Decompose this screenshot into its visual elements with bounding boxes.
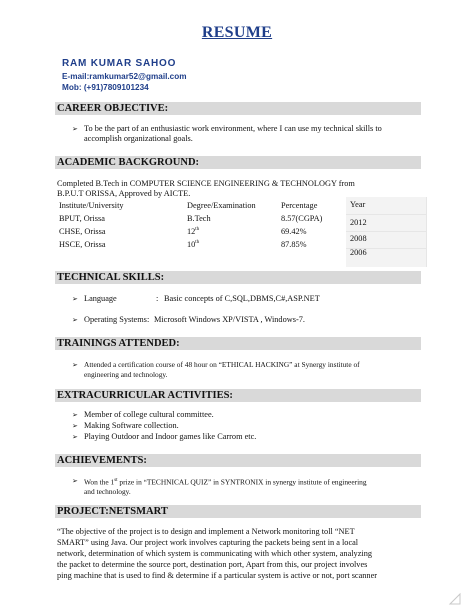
career-objective-line1: To be the part of an enthusiastic work environment, where I can use my technical skills to: [84, 124, 382, 133]
arrow-bullet-icon: ➢: [72, 433, 78, 441]
project-line: network, determination of which system is communicating with which other system, analyzing: [57, 549, 372, 558]
project-heading: PROJECT:NETSMART: [55, 505, 421, 518]
arrow-bullet-icon: ➢: [72, 422, 78, 430]
degree-suffix: th: [195, 240, 200, 246]
year-cell: 2008: [350, 234, 367, 243]
institute-cell: HSCE, Orissa: [59, 240, 106, 249]
arrow-bullet-icon: ➢: [72, 361, 78, 369]
skill-value: Microsoft Windows XP/VISTA , Windows-7.: [154, 315, 305, 324]
extracurricular-text: Making Software collection.: [84, 421, 179, 430]
project-line: SMART” using Java. Our project work involves capturing the packets being sent in a local: [57, 538, 359, 547]
mobile-line: Mob: (+91)7809101234: [62, 83, 149, 92]
achievement-item: [72, 476, 367, 497]
institute-cell: BPUT, Orissa: [59, 214, 105, 223]
col-degree-header: Degree/Examination: [187, 201, 256, 210]
training-item: [72, 360, 360, 380]
col-institute-header: Institute/University: [59, 201, 124, 210]
academic-intro: [57, 179, 355, 199]
degree-number: 10: [187, 240, 196, 249]
achievement-text: Won the 1: [84, 477, 115, 487]
academic-heading: ACADEMIC BACKGROUND:: [55, 156, 421, 169]
achievement-text: prize in “TECHNICAL QUIZ” in SYNTRONIX in synergy institute of engineering: [117, 477, 367, 487]
percentage-cell: 69.42%: [281, 227, 307, 236]
project-line: “The objective of the project is to design and implement a Network monitoring toll “NET: [57, 527, 355, 536]
table-grid-line: [426, 197, 427, 267]
email-line: E-mail:ramkumar52@gmail.com: [62, 72, 187, 81]
academic-table: [57, 199, 349, 251]
training-line2: engineering and technology.: [84, 370, 168, 379]
achievements-heading: ACHIEVEMENTS:: [55, 454, 421, 467]
table-row: [57, 212, 349, 225]
degree-cell: [185, 225, 279, 238]
skill-separator: :: [147, 315, 150, 324]
table-row: [57, 238, 349, 251]
skill-value: Basic concepts of C,SQL,DBMS,C#,ASP.NET: [164, 294, 320, 303]
col-year-header: Year: [350, 200, 366, 209]
arrow-bullet-icon: ➢: [72, 125, 78, 133]
year-cell: 2006: [350, 248, 367, 257]
achievement-line1: [72, 476, 367, 487]
achievement-suffix: st: [114, 478, 118, 483]
academic-intro-line2: B.P.U.T ORISSA, Approved by AICTE.: [57, 189, 191, 198]
extracurricular-item: [72, 410, 214, 420]
candidate-name: RAM KUMAR SAHOO: [62, 58, 177, 69]
arrow-bullet-icon: ➢: [72, 477, 78, 485]
percentage-cell: 8.57(CGPA): [281, 214, 323, 223]
skill-item-os: [72, 315, 412, 325]
training-line1: Attended a certification course of 48 hour on “ETHICAL HACKING” at Synergy institute of: [84, 360, 360, 369]
extracurricular-heading: EXTRACURRICULAR ACTIVITIES:: [55, 389, 421, 402]
skill-label: Language: [84, 294, 117, 303]
skill-separator: :: [156, 294, 159, 303]
institute-cell: CHSE, Orissa: [59, 227, 106, 236]
degree-cell: B.Tech: [187, 214, 211, 223]
table-grid-line: [346, 231, 426, 232]
table-header-row: [57, 199, 349, 212]
project-description: [57, 526, 427, 581]
career-objective-item: [72, 124, 382, 144]
col-percentage-header: Percentage: [281, 201, 318, 210]
table-row: [57, 225, 349, 238]
project-line: ping machine that is used to find & determine if a particular system is active or not, port scanner: [57, 571, 378, 580]
extracurricular-text: Playing Outdoor and Indoor games like Carrom etc.: [84, 432, 257, 441]
percentage-cell: 87.85%: [281, 240, 307, 249]
career-objective-line2: accomplish organizational goals.: [84, 134, 193, 143]
degree-cell: [185, 238, 279, 251]
degree-suffix: th: [195, 227, 200, 233]
degree-number: 12: [187, 227, 196, 236]
career-objective-heading: CAREER OBJECTIVE:: [55, 102, 421, 115]
resume-title: RESUME: [201, 24, 273, 41]
year-cell: 2012: [350, 218, 367, 227]
academic-intro-line1: Completed B.Tech in COMPUTER SCIENCE ENGINEERING & TECHNOLOGY from: [57, 179, 355, 188]
extracurricular-item: [72, 421, 179, 431]
arrow-bullet-icon: ➢: [72, 295, 78, 303]
extracurricular-text: Member of college cultural committee.: [84, 410, 214, 419]
page-curl-icon: [448, 592, 462, 606]
technical-skills-heading: TECHNICAL SKILLS:: [55, 271, 421, 284]
skill-label: Operating Systems: [84, 315, 147, 324]
project-line: the packet to determine the source port, destination port, Apart from this, our project involves: [57, 560, 368, 569]
trainings-heading: TRAININGS ATTENDED:: [55, 337, 421, 350]
achievement-line2: and technology.: [84, 487, 131, 497]
table-grid-line: [346, 214, 426, 215]
arrow-bullet-icon: ➢: [72, 316, 78, 324]
skill-item-language: [72, 294, 412, 304]
extracurricular-item: [72, 432, 256, 442]
arrow-bullet-icon: ➢: [72, 411, 78, 419]
